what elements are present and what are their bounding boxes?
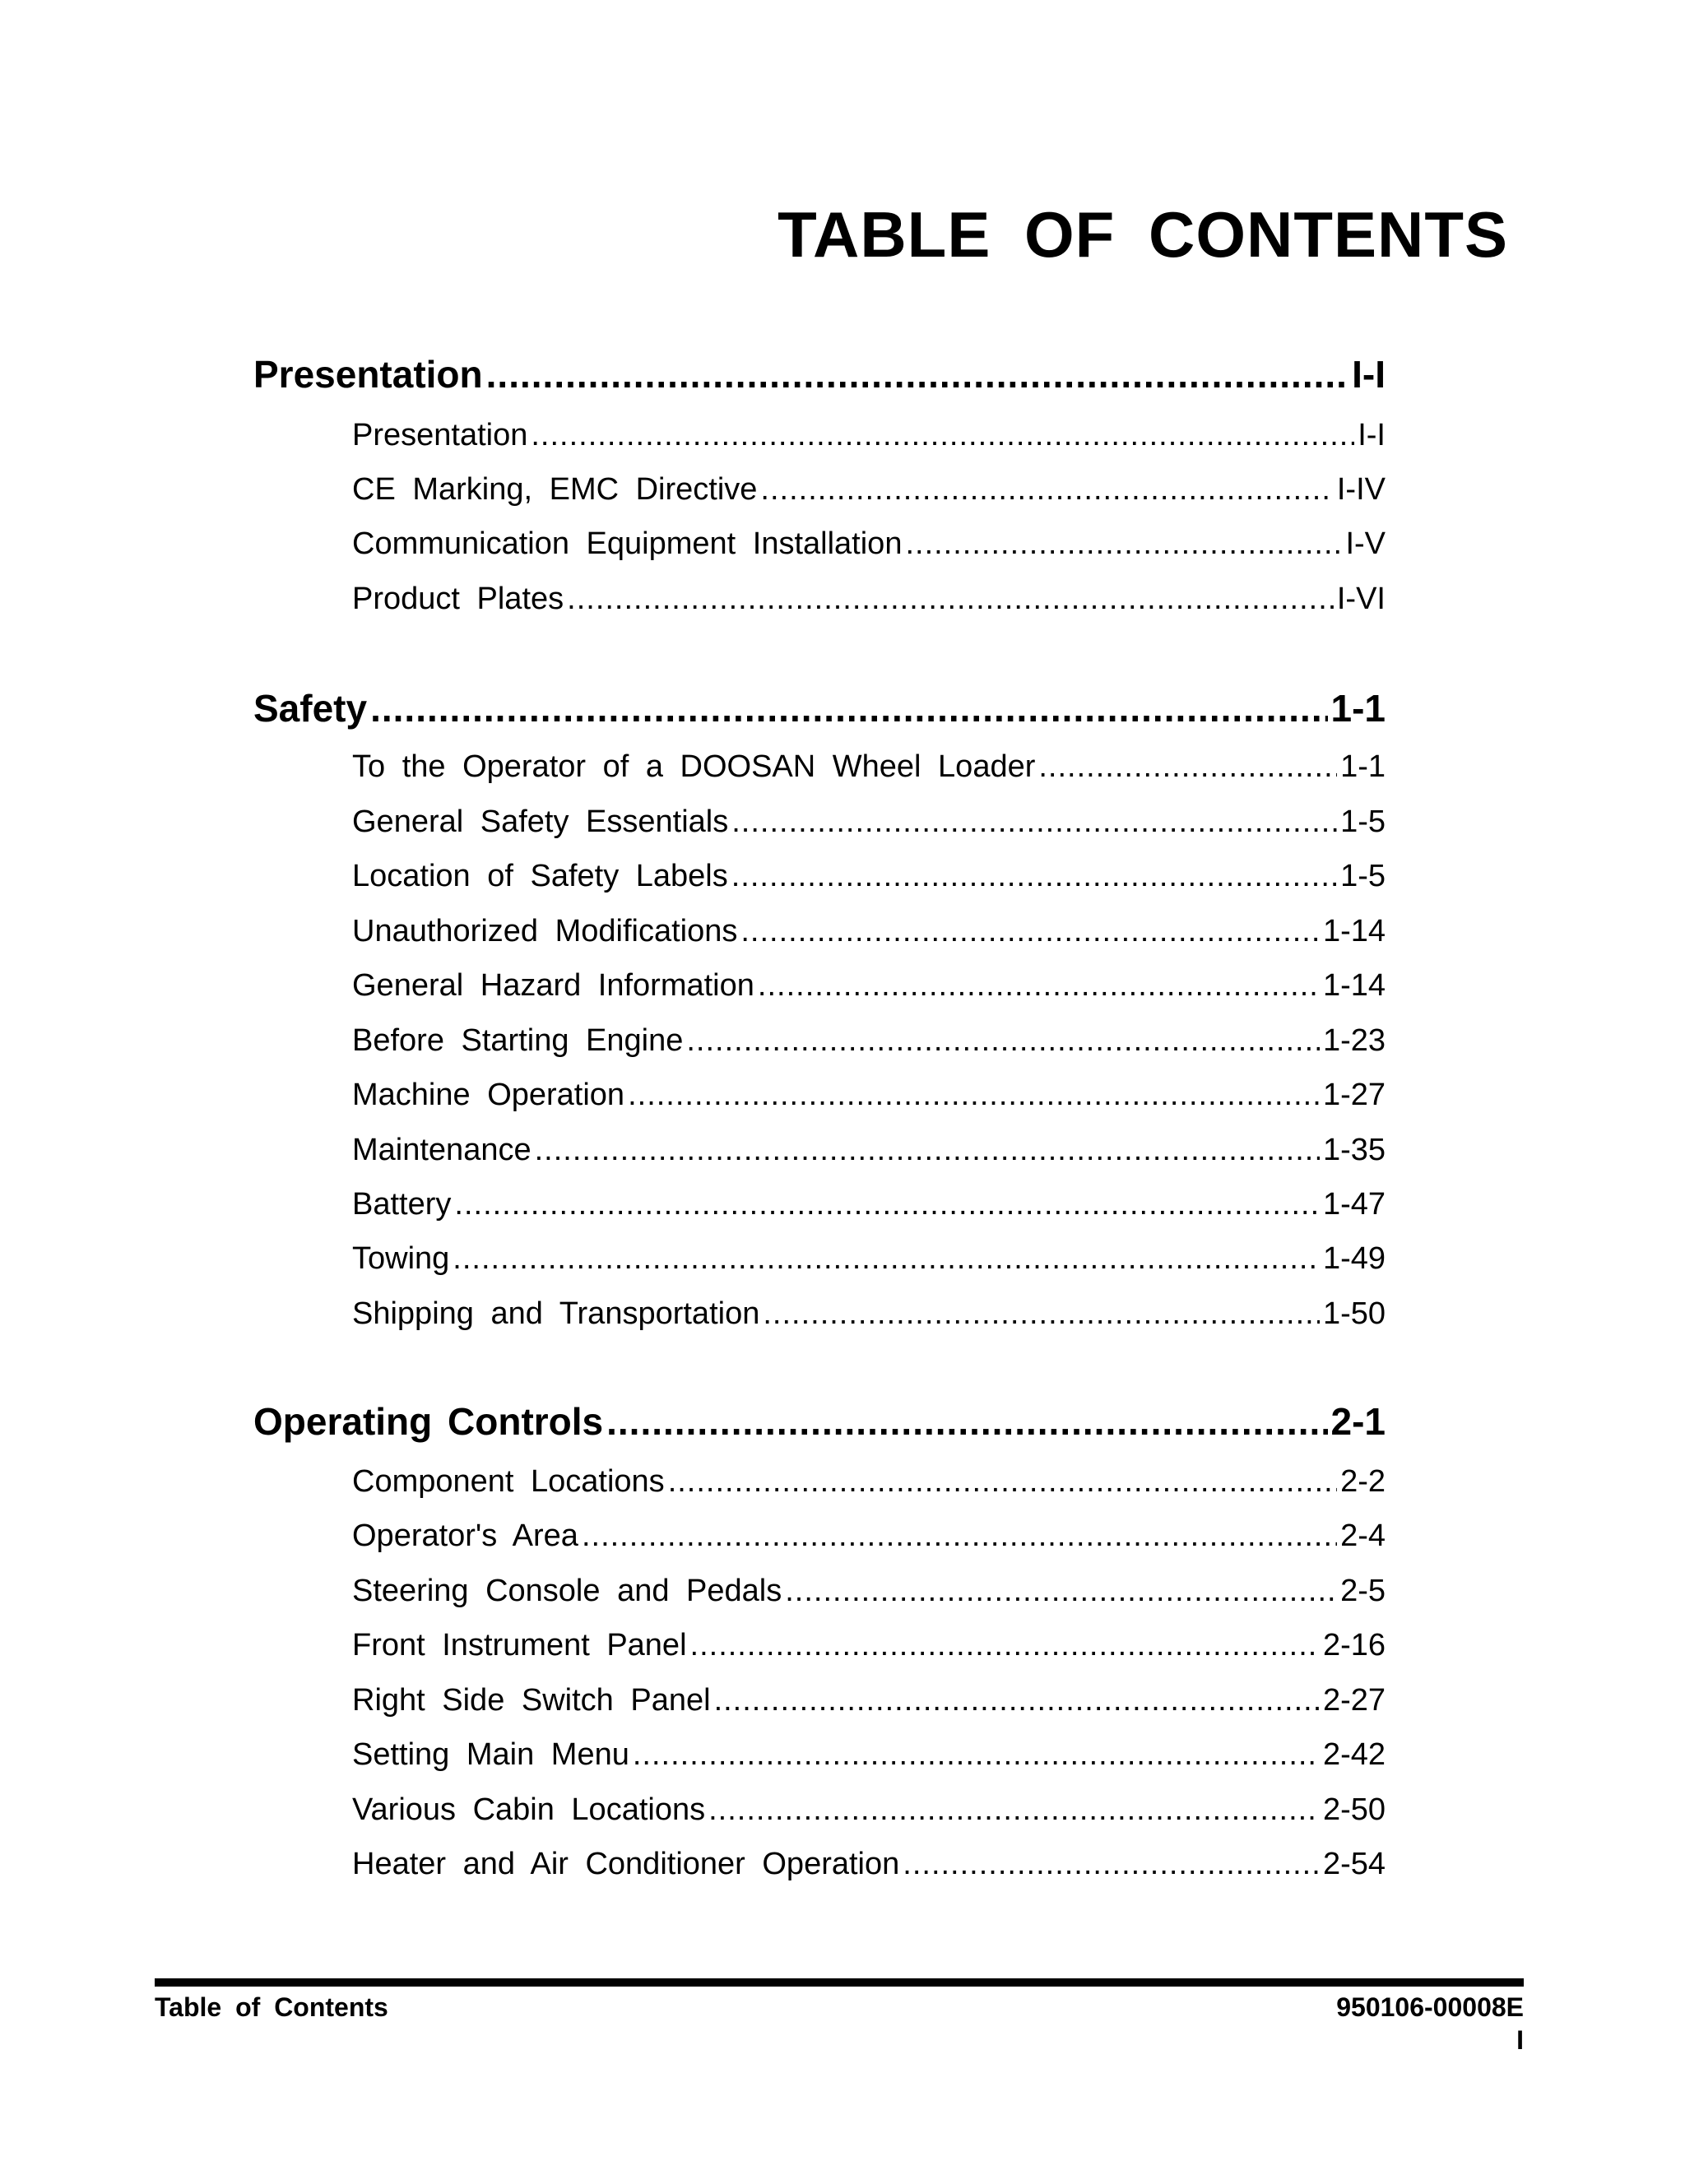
footer-document-number: 950106-00008E <box>1336 1992 1524 2022</box>
entry-label: CE Marking, EMC Directive <box>352 472 758 507</box>
entry-label: Setting Main Menu <box>352 1737 629 1772</box>
dot-leader <box>535 1133 1320 1168</box>
entry-label: Right Side Switch Panel <box>352 1683 711 1718</box>
toc-entry[interactable] <box>352 1792 1386 1835</box>
toc-section-operating-controls[interactable] <box>253 1399 1386 1449</box>
dot-leader <box>1038 749 1337 785</box>
entry-label: Shipping and Transportation <box>352 1296 760 1331</box>
dot-leader <box>905 526 1342 562</box>
entry-label: Communication Equipment Installation <box>352 526 903 561</box>
toc-entry[interactable] <box>352 472 1386 515</box>
entry-label: Battery <box>352 1187 452 1222</box>
dot-leader <box>690 1628 1320 1663</box>
section-page-number: 1-1 <box>1330 687 1386 730</box>
toc-section-presentation[interactable] <box>253 352 1386 401</box>
footer-section-title: Table of Contents <box>155 1992 388 2022</box>
dot-leader <box>668 1464 1337 1500</box>
dot-leader <box>708 1792 1320 1828</box>
dot-leader <box>531 418 1354 453</box>
dot-leader <box>453 1241 1320 1277</box>
entry-page-number: 2-4 <box>1340 1519 1386 1553</box>
entry-label: Operator's Area <box>352 1519 578 1553</box>
dot-leader <box>714 1683 1320 1718</box>
entry-page-number: 1-49 <box>1322 1241 1386 1276</box>
entry-page-number: 2-54 <box>1322 1847 1386 1881</box>
entry-page-number: 2-42 <box>1322 1737 1386 1772</box>
entry-page-number: 1-1 <box>1340 749 1386 784</box>
footer-divider <box>155 1978 1524 1987</box>
entry-page-number: 2-5 <box>1340 1574 1386 1608</box>
entry-page-number: I-I <box>1358 418 1386 452</box>
toc-entry[interactable] <box>352 1464 1386 1507</box>
entry-label: Location of Safety Labels <box>352 859 728 893</box>
toc-entry[interactable] <box>352 1078 1386 1120</box>
toc-entry[interactable] <box>352 418 1386 461</box>
entry-page-number: I-VI <box>1336 582 1386 616</box>
toc-entry[interactable] <box>352 1296 1386 1339</box>
entry-label: Steering Console and Pedals <box>352 1574 782 1608</box>
toc-entry[interactable] <box>352 1519 1386 1561</box>
entry-page-number: 2-27 <box>1322 1683 1386 1718</box>
entry-page-number: 1-5 <box>1340 859 1386 893</box>
entry-label: General Safety Essentials <box>352 805 729 839</box>
entry-page-number: 1-14 <box>1322 914 1386 948</box>
toc-entry[interactable] <box>352 1574 1386 1616</box>
entry-label: Presentation <box>352 418 528 452</box>
entry-page-number: 2-16 <box>1322 1628 1386 1662</box>
dot-leader <box>758 968 1320 1004</box>
toc-entry[interactable] <box>352 1023 1386 1066</box>
toc-entry[interactable] <box>352 859 1386 902</box>
entry-label: Heater and Air Conditioner Operation <box>352 1847 900 1881</box>
toc-entry[interactable] <box>352 526 1386 569</box>
section-page-number: I-I <box>1352 353 1386 396</box>
dot-leader <box>903 1847 1320 1882</box>
toc-entry[interactable] <box>352 968 1386 1011</box>
entry-page-number: I-IV <box>1336 472 1386 507</box>
toc-entry[interactable] <box>352 805 1386 847</box>
section-page-number: 2-1 <box>1330 1400 1386 1443</box>
section-title: Safety <box>253 687 368 730</box>
entry-page-number: 1-50 <box>1322 1296 1386 1331</box>
entry-page-number: 2-50 <box>1322 1792 1386 1827</box>
toc-entry[interactable] <box>352 1628 1386 1671</box>
entry-label: Maintenance <box>352 1133 531 1167</box>
entry-label: Front Instrument Panel <box>352 1628 687 1662</box>
entry-page-number: 1-27 <box>1322 1078 1386 1112</box>
entry-page-number: 1-14 <box>1322 968 1386 1003</box>
dot-leader <box>740 914 1320 949</box>
entry-page-number: 2-2 <box>1340 1464 1386 1499</box>
dot-leader <box>686 1023 1320 1059</box>
dot-leader <box>760 472 1333 508</box>
dot-leader <box>731 805 1337 840</box>
section-title: Presentation <box>253 353 483 396</box>
entry-page-number: I-V <box>1345 526 1386 561</box>
entry-page-number: 1-35 <box>1322 1133 1386 1167</box>
dot-leader <box>633 1737 1320 1773</box>
entry-label: Machine Operation <box>352 1078 625 1112</box>
dot-leader <box>582 1519 1337 1554</box>
entry-label: Component Locations <box>352 1464 665 1499</box>
toc-entry[interactable] <box>352 1187 1386 1230</box>
dot-leader <box>370 686 1327 730</box>
page-title: TABLE OF CONTENTS <box>778 198 1508 271</box>
toc-entry[interactable] <box>352 749 1386 792</box>
entry-label: Before Starting Engine <box>352 1023 684 1058</box>
entry-label: Unauthorized Modifications <box>352 914 738 948</box>
dot-leader <box>628 1078 1320 1113</box>
dot-leader <box>763 1296 1320 1332</box>
dot-leader <box>454 1187 1320 1222</box>
entry-page-number: 1-5 <box>1340 805 1386 839</box>
entry-label: General Hazard Information <box>352 968 754 1003</box>
entry-label: Various Cabin Locations <box>352 1792 706 1827</box>
toc-entry[interactable] <box>352 1133 1386 1175</box>
toc-entry[interactable] <box>352 914 1386 957</box>
entry-page-number: 1-47 <box>1322 1187 1386 1222</box>
footer-page-number: I <box>1516 2025 1524 2055</box>
dot-leader <box>606 1399 1327 1444</box>
toc-section-safety[interactable] <box>253 686 1386 735</box>
section-title: Operating Controls <box>253 1400 604 1443</box>
dot-leader <box>567 582 1334 617</box>
dot-leader <box>785 1574 1337 1609</box>
toc-entry[interactable] <box>352 582 1386 624</box>
entry-label: Product Plates <box>352 582 564 616</box>
entry-page-number: 1-23 <box>1322 1023 1386 1058</box>
dot-leader <box>731 859 1337 894</box>
toc-entry[interactable] <box>352 1847 1386 1890</box>
toc-entry[interactable] <box>352 1737 1386 1780</box>
toc-entry[interactable] <box>352 1683 1386 1726</box>
toc-entry[interactable] <box>352 1241 1386 1284</box>
entry-label: Towing <box>352 1241 450 1276</box>
entry-label: To the Operator of a DOOSAN Wheel Loader <box>352 749 1036 784</box>
dot-leader <box>486 352 1348 396</box>
